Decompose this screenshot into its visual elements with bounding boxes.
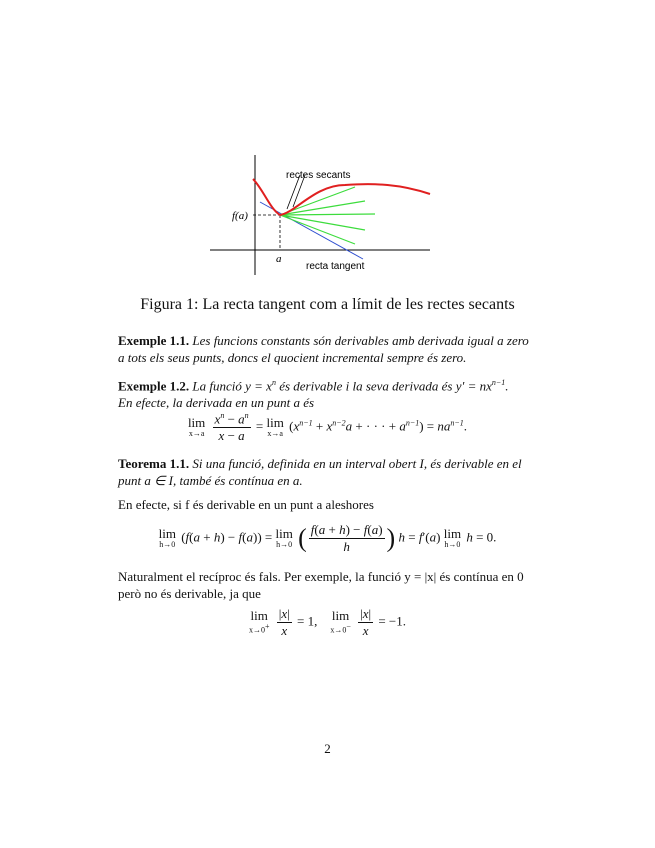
exemple-1-1-label: Exemple 1.1. <box>118 333 190 348</box>
exemple-1-2-label: Exemple 1.2. <box>118 378 190 394</box>
secant-line-5 <box>280 215 355 244</box>
page-number: 2 <box>324 741 331 756</box>
function-curve <box>253 179 430 215</box>
tangent-diagram <box>205 147 452 281</box>
figure-caption: Figura 1: La recta tangent com a límit de les rectes secants <box>140 296 515 313</box>
tangent-label: recta tangent <box>306 261 365 272</box>
exemple-1-1-text: Les funcions constants són derivables amb derivada igual a zero a tots els seus punts, doncs el quocient incremental sempre és zero. <box>118 333 529 365</box>
teorema-1-1 <box>118 455 536 489</box>
equation-derivative-power: lim x→a $\frac{x^n - a^n}{x - a}$ = lim x→a ($x^{n-1} + x^{n-2}a$ + · · · + $a^{n-1}) = na^{n-1}$. <box>187 411 468 444</box>
proof-intro: En efecte, si f és derivable en un punt a aleshores <box>118 497 374 512</box>
exemple-1-2-text-a: La funció y = x <box>192 378 272 394</box>
exemple-1-2 <box>118 374 536 411</box>
exemple-1-1 <box>118 332 536 366</box>
a-label: a <box>276 253 282 265</box>
exemple-1-2-sup-a: n <box>271 378 276 387</box>
naturalment-paragraph: Naturalment el recíproc és fals. Per exemple, la funció y = |x| és contínua en 0 però no és derivable, ja que <box>118 569 524 601</box>
secants-label: rectes secants <box>286 170 351 181</box>
teorema-1-1-label: Teorema 1.1. <box>118 456 190 471</box>
exemple-1-2-text-c: . <box>505 378 509 394</box>
secant-line-3 <box>280 214 375 215</box>
exemple-1-2-sup-b: n−1 <box>491 378 506 387</box>
tangent-figure <box>205 147 452 281</box>
secant-line-4 <box>280 215 365 230</box>
exemple-1-2-text-b: és derivable i la seva derivada és y′ = nx <box>275 378 492 394</box>
fa-label: f(a) <box>232 210 248 222</box>
exemple-1-2-line2: En efecte, la derivada en un punt a és <box>118 395 315 411</box>
equation-continuity: lim h→0 (f(a + h) − f(a)) = lim h→0 ( $\frac{f(a + h) - f(a)}{h}$ ) h = f′(a) lim h→0 h = 0. <box>158 522 497 554</box>
teorema-1-1-text: Si una funció, definida en un interval obert I, és derivable en el punt a ∈ I, també és contínua en a. <box>118 456 522 488</box>
equation-abs-limits: lim x→0+ $\frac{|x|}{x}$ = 1, lim x→0− $\frac{|x|}{x}$ = −1. <box>248 606 407 638</box>
